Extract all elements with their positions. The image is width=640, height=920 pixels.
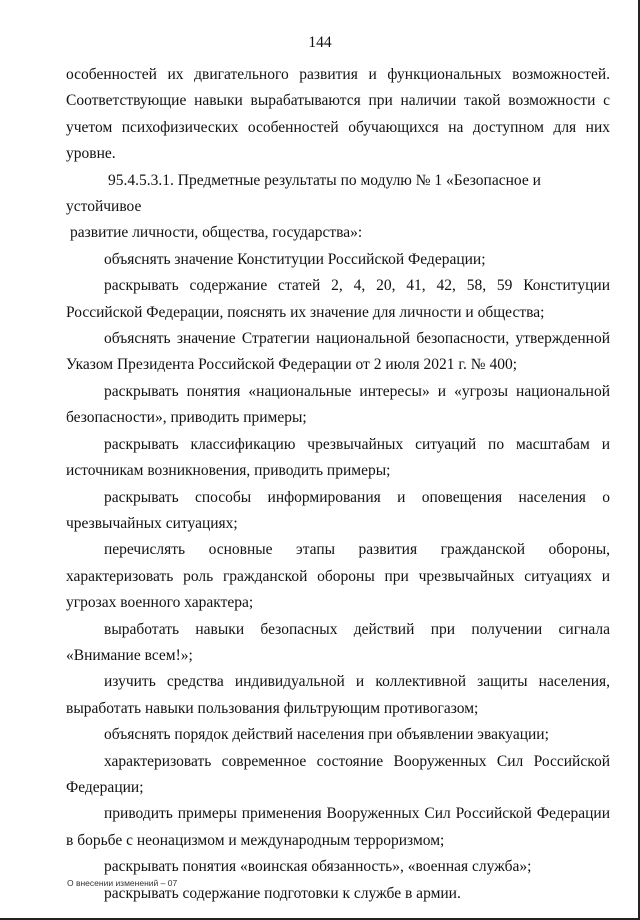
section-heading-line2: развитие личности, общества, государства»:	[70, 224, 363, 242]
list-item: объяснять значение Стратегии национальной безопасности, утвержденной Указом Президента Российской Федерации от 2 июля 2021 г. № 400;	[66, 330, 610, 374]
section-heading	[66, 168, 610, 247]
list-item: характеризовать современное состояние Вооруженных Сил Российской Федерации;	[66, 752, 610, 796]
list-item: раскрывать содержание статей 2, 4, 20, 41, 42, 58, 59 Конституции Российской Федерации, пояснять их значение для личности и общества;	[66, 277, 610, 321]
list-item: объяснять значение Конституции Российской Федерации;	[104, 250, 486, 268]
list-item: изучить средства индивидуальной и коллективной защиты населения, выработать навыки пользования фильтрующим противогазом;	[66, 673, 610, 717]
footer-note: О внесении изменений – 07	[67, 878, 178, 888]
section-heading-line1: 95.4.5.3.1. Предметные результаты по модулю № 1 «Безопасное и устойчивое	[66, 171, 541, 216]
intro-paragraph: особенностей их двигательного развития и функциональных возможностей. Соответствующие навыки вырабатываются при наличии такой возможности с учетом психофизических особенностей обучающихся на доступном для них уровне.	[66, 66, 610, 163]
list-item: раскрывать понятия «национальные интересы» и «угрозы национальной безопасности», приводить примеры;	[66, 382, 610, 427]
list-item: раскрывать способы информирования и оповещения населения о чрезвычайных ситуациях;	[66, 488, 610, 532]
list-item: раскрывать классификацию чрезвычайных ситуаций по масштабам и источникам возникновения, приводить примеры;	[66, 435, 610, 480]
list-item: перечислять основные этапы развития гражданской обороны, характеризовать роль гражданской обороны при чрезвычайных ситуациях и угрозах военного характера;	[66, 541, 610, 612]
list-item: объяснять порядок действий населения при объявлении эвакуации;	[104, 726, 549, 744]
list-item: приводить примеры применения Вооруженных Сил Российской Федерации в борьбе с неонацизмом и международным терроризмом;	[66, 805, 610, 849]
list-item: выработать навыки безопасных действий при получении сигнала «Внимание всем!»;	[66, 620, 610, 664]
list-item: раскрывать понятия «воинская обязанность», «военная служба»;	[104, 858, 532, 876]
document-body	[66, 62, 610, 907]
list-item: раскрывать содержание подготовки к службе в армии.	[104, 884, 461, 902]
page-number: 144	[308, 34, 332, 51]
